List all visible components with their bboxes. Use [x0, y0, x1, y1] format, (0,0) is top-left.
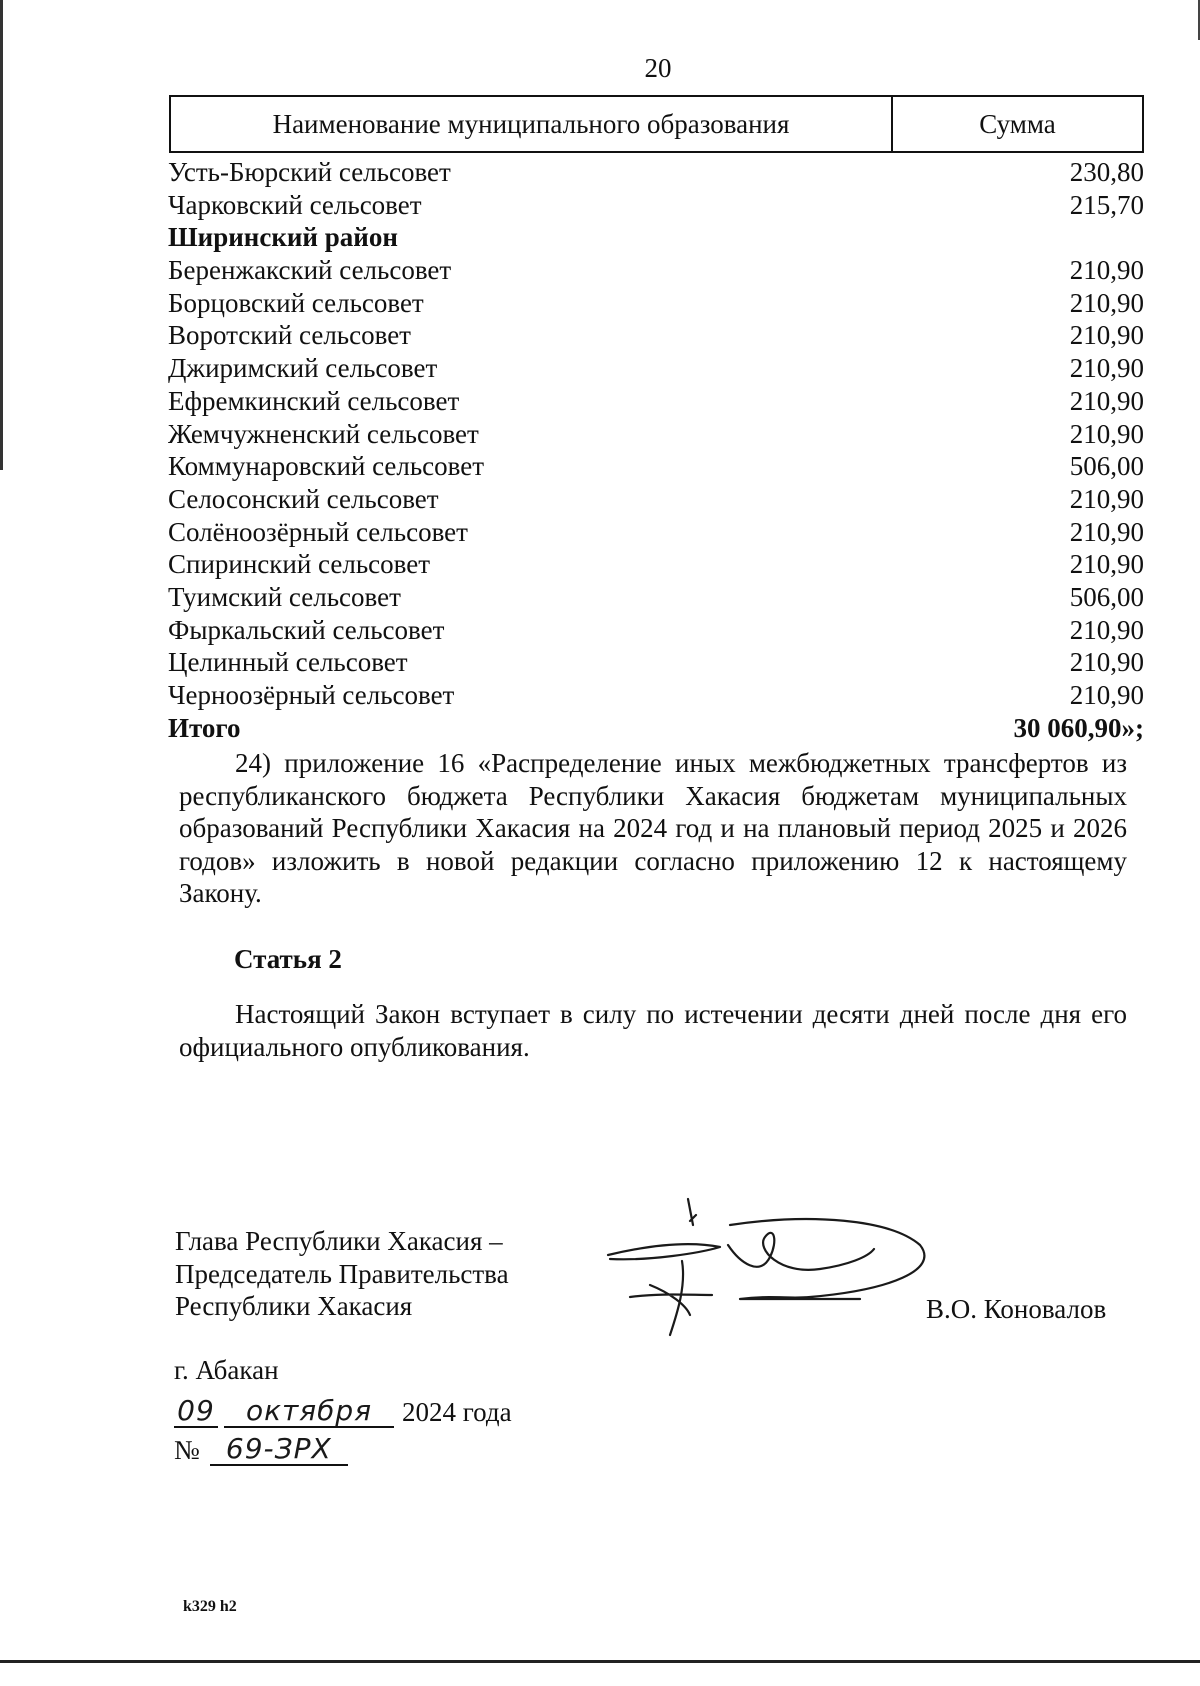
signing-date: [174, 1388, 512, 1428]
row-name: Селосонский сельсовет: [168, 483, 439, 514]
place-of-signing: г. Абакан: [174, 1355, 279, 1385]
signer-name: В.О. Коновалов: [926, 1294, 1107, 1324]
page-number: 20: [644, 53, 672, 83]
table-row: [168, 450, 1144, 483]
law-number: [174, 1430, 348, 1466]
number-sign: №: [174, 1435, 200, 1465]
row-value: 210,90: [1069, 647, 1144, 678]
row-value: 210,90: [1069, 287, 1144, 318]
table-row: [168, 679, 1144, 712]
table-row: [168, 319, 1144, 352]
row-name: Усть-Бюрский сельсовет: [168, 157, 451, 187]
date-year: 2024 года: [402, 1397, 512, 1427]
row-value: 210,90: [1069, 483, 1144, 514]
district-heading-row: [168, 221, 1144, 254]
row-name: Спиринский сельсовет: [168, 549, 430, 580]
article-2-body: [179, 998, 1127, 1063]
table-row: [168, 614, 1144, 647]
document-code: k329 h2: [183, 1598, 237, 1615]
row-name: Беренжакский сельсовет: [168, 255, 452, 286]
table-row: [168, 287, 1144, 320]
row-value: 210,90: [1069, 418, 1144, 449]
signatory-title-line-1: Глава Республики Хакасия –: [175, 1226, 503, 1256]
row-value: 210,90: [1069, 255, 1144, 286]
row-value: 210,90: [1069, 614, 1144, 645]
total-value: 30 060,90»;: [1013, 712, 1144, 743]
signatory-title-line-2: Председатель Правительства: [175, 1258, 509, 1289]
table-row: [168, 385, 1144, 418]
column-header-sum: Сумма: [979, 108, 1056, 139]
signatory-title: [175, 1225, 509, 1323]
row-value: 215,70: [1069, 189, 1144, 220]
row-name: Джиримский сельсовет: [168, 353, 438, 384]
row-value: 210,90: [1069, 385, 1144, 416]
table-row: [168, 548, 1144, 581]
row-value: 210,90: [1069, 516, 1144, 547]
row-name: Солёноозёрный сельсовет: [168, 516, 468, 547]
date-month-handwritten: октября: [224, 1396, 394, 1428]
date-day-handwritten: 09: [174, 1396, 218, 1428]
table-row: [168, 352, 1144, 385]
row-value: 210,90: [1069, 680, 1144, 710]
table-row: [168, 418, 1144, 451]
row-name: Коммунаровский сельсовет: [168, 451, 485, 482]
row-name: Черноозёрный сельсовет: [168, 680, 455, 710]
table-row: [168, 254, 1144, 287]
row-name: Воротский сельсовет: [168, 320, 411, 351]
row-value: 210,90: [1069, 549, 1144, 580]
row-value: 210,90: [1069, 320, 1144, 351]
row-value: 230,80: [1069, 157, 1144, 187]
row-name: Чарковский сельсовет: [168, 189, 422, 220]
table-row: [168, 516, 1144, 549]
signatory-title-line-3: Республики Хакасия: [175, 1291, 413, 1321]
law-number-handwritten: 69-ЗРХ: [210, 1434, 348, 1466]
row-name: Целинный сельсовет: [168, 647, 408, 678]
table-row: [168, 156, 1144, 189]
row-value: 506,00: [1069, 451, 1144, 482]
row-value: 506,00: [1069, 581, 1144, 612]
row-name: Ефремкинский сельсовет: [168, 385, 460, 416]
column-header-name: Наименование муниципального образования: [171, 97, 893, 151]
handwritten-signature: [590, 1185, 960, 1345]
table-row: [168, 189, 1144, 222]
row-name: Туимский сельсовет: [168, 581, 401, 612]
row-name: Борцовский сельсовет: [168, 287, 424, 318]
total-label: Итого: [168, 712, 241, 743]
paragraph-item-24-text: 24) приложение 16 «Распределение иных межбюджетных трансфертов из республиканского бюджета Республики Хакасия бюджетам муниципальных образований Республики Хакасия на 2024 год и на плановый период 2025 и 2026 годов» изложить в новой редакции согласно приложению 12 к настоящему Закону.: [179, 748, 1127, 908]
district-name: Ширинский район: [168, 222, 398, 253]
table-header: [169, 95, 1144, 153]
scan-edge-bottom: [0, 1660, 1200, 1663]
row-name: Фыркальский сельсовет: [168, 614, 445, 645]
total-row: [168, 712, 1144, 745]
article-2-heading: Статья 2: [234, 944, 342, 974]
table-row: [168, 646, 1144, 679]
row-name: Жемчужненский сельсовет: [168, 418, 479, 449]
table-body: [168, 156, 1144, 744]
row-value: 210,90: [1069, 353, 1144, 384]
article-2-text: Настоящий Закон вступает в силу по истечении десяти дней после дня его официального опубликования.: [179, 999, 1127, 1062]
table-row: [168, 581, 1144, 614]
paragraph-item-24: [179, 747, 1127, 910]
table-row: [168, 483, 1144, 516]
